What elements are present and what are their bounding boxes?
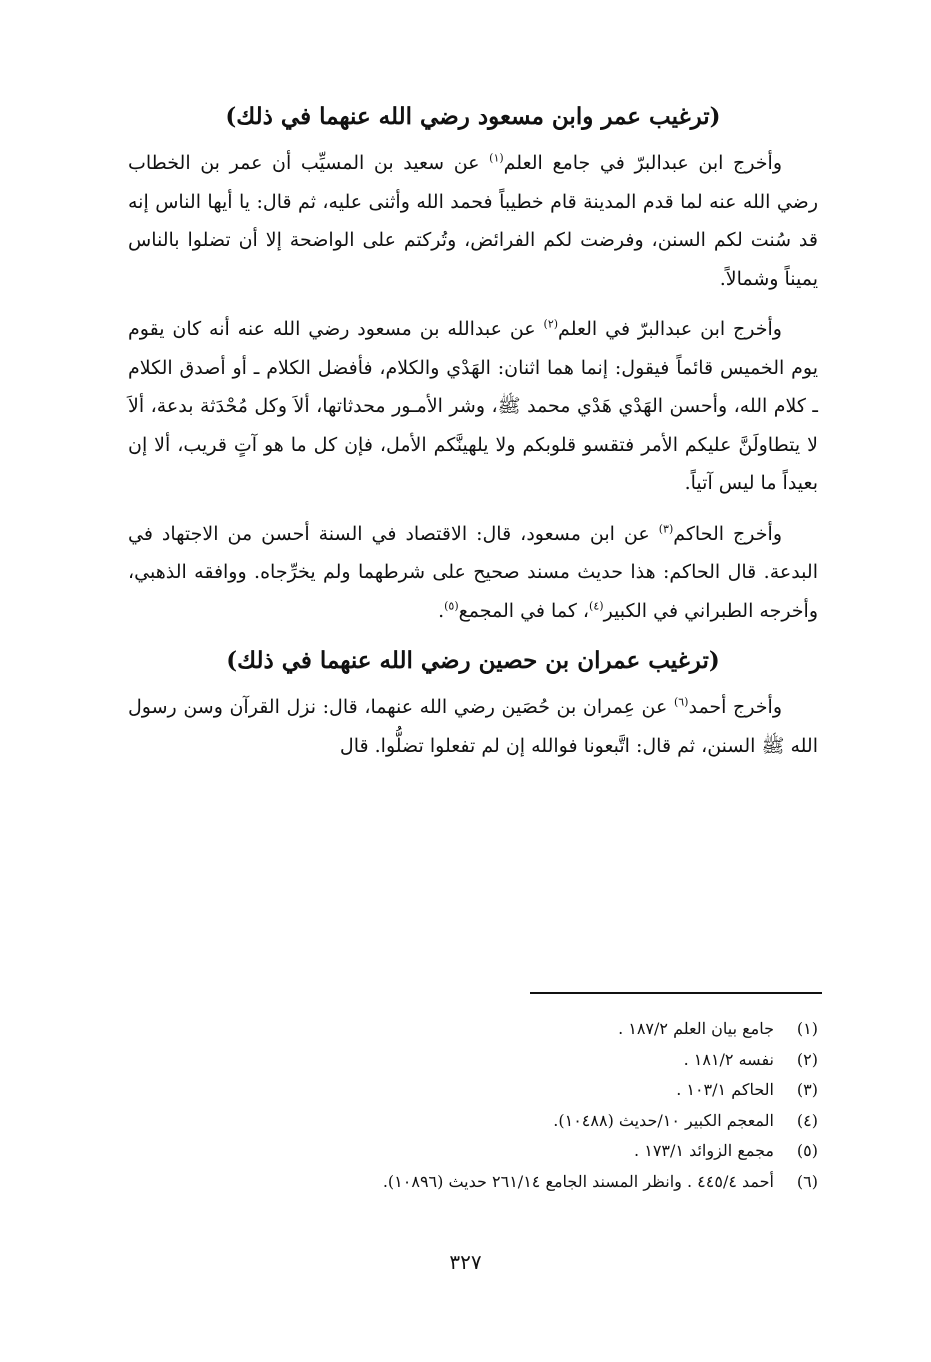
paragraph-2-text-a: وأخرج ابن عبدالبرّ في العلم (558, 318, 782, 340)
paragraph-4-text-a: وأخرج أحمد (688, 696, 782, 718)
paragraph-3-text-c: ، كما في المجمع (458, 599, 590, 622)
footnote-item (128, 1106, 818, 1137)
footnote-divider (530, 992, 822, 994)
footnote-number: (٢) (796, 1049, 818, 1069)
footnote-number: (٤) (796, 1110, 818, 1130)
paragraph-1 (128, 144, 818, 298)
footnote-ref-2[interactable]: (٢) (543, 317, 559, 331)
footnote-text: جامع بيان العلم ١٨٧/٢ . (618, 1019, 774, 1038)
paragraph-3 (128, 515, 818, 631)
paragraph-1-text-a: وأخرج ابن عبدالبرّ في جامع العلم (503, 152, 783, 174)
section-heading-2: (ترغيب عمران بن حصين رضي الله عنهما في ذلك) (226, 647, 720, 674)
paragraph-1-text-b: عن سعيد بن المسيِّب أن عمر بن الخطاب رضي الله عنه لما قدم المدينة قام خطيباً فحمد الله وأثنى عليه، ثم قال: يا أيها الناس إنه قد سُنت لكم السنن، وفرضت لكم الفرائض، وتُركتم على الواضحة إلا أن تضلوا بالناس يميناً وشمالاً. (128, 152, 818, 290)
paragraph-3-text-d: . (438, 599, 445, 622)
footnotes (128, 1014, 818, 1197)
footnote-text: الحاكم ١٠٣/١ . (676, 1080, 774, 1099)
paragraph-2 (128, 310, 818, 503)
footnote-text: نفسه ١٨١/٢ . (683, 1049, 774, 1069)
footnote-number: (٥) (796, 1141, 818, 1160)
footnote-ref-3[interactable]: (٣) (658, 522, 674, 536)
section-heading-1: (ترغيب عمر وابن مسعود رضي الله عنهما في ذلك) (225, 103, 721, 130)
page-body (128, 100, 818, 777)
paragraph-3-text-b: عن ابن مسعود، قال: الاقتصاد في السنة أحسن من الاجتهاد في البدعة. قال الحاكم: هذا حديث مسند صحيح على شرطهما ولم يخرِّجاه. ووافقه الذهبي، وأخرجه الطبراني في الكبير (128, 522, 818, 622)
footnote-text: أحمد ٤٤٥/٤ . وانظر المسند الجامع ٢٦١/١٤ حديث (١٠٨٩٦). (382, 1171, 774, 1191)
footnote-item (128, 1136, 818, 1167)
footnote-text: مجمع الزوائد ١٧٣/١ . (634, 1141, 774, 1160)
footnote-ref-4[interactable]: (٤) (589, 599, 604, 613)
page-number: ٣٢٧ (449, 1250, 482, 1274)
footnote-ref-1[interactable]: (١) (489, 151, 504, 165)
footnote-item (128, 1045, 818, 1076)
paragraph-3-text-a: وأخرج الحاكم (673, 522, 782, 545)
footnote-item (128, 1075, 818, 1106)
paragraph-4-text-b: عن عِمران بن حُصَين رضي الله عنهما، قال: نزل القرآن وسن رسول الله ﷺ السنن، ثم قال: اتَّبعونا فوالله إن لم تفعلوا تضلُّوا. قال (128, 696, 818, 757)
paragraph-4 (128, 688, 818, 765)
footnote-item (128, 1014, 818, 1045)
footnote-item (128, 1167, 818, 1198)
footnote-ref-6[interactable]: (٦) (673, 695, 689, 709)
paragraph-2-text-b: عن عبدالله بن مسعود رضي الله عنه أنه كان يقوم يوم الخميس قائماً فيقول: إنما هما اثنان: الهَدْي والكلام، فأفضل الكلام ـ أو أصدق الكلام ـ كلام الله، وأحسن الهَدْي هَدْي محمد ﷺ، وشر الأمـور محدثاتها، ألاَ وكل مُحْدَثة بدعة، ألاَ لا يتطاولَنَّ عليكم الأمر فتقسو قلوبكم ولا يلهينَّكم الأمل، فإن كل ما هو آتٍ قريب، ألا إن بعيداً ما ليس آتياً. (128, 318, 818, 494)
footnote-text: المعجم الكبير ١٠/حديث (١٠٤٨٨). (553, 1110, 774, 1130)
footnote-ref-5[interactable]: (٥) (444, 599, 459, 613)
footnote-number: (١) (796, 1019, 818, 1038)
footnote-number: (٣) (796, 1080, 818, 1099)
footnote-number: (٦) (796, 1171, 818, 1191)
